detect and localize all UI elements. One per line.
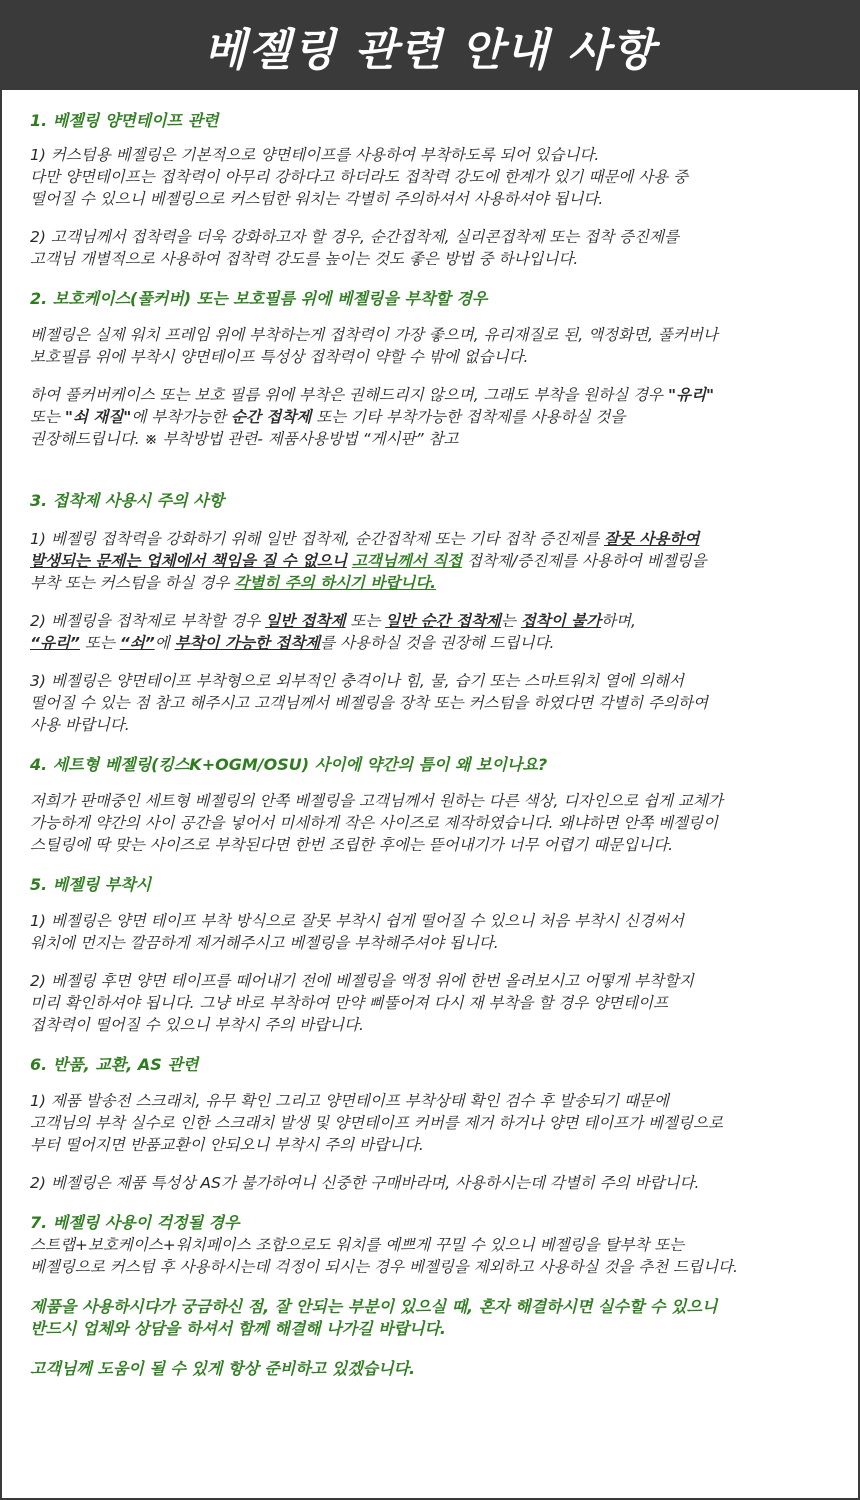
- page-title: 베젤링 관련 안내 사항: [203, 25, 657, 76]
- section-3-para-1: [30, 528, 830, 594]
- header-bar: [2, 2, 858, 90]
- text-line: 베젤링은 실제 워치 프레임 위에 부착하는게 접착력이 가장 좋으며, 유리재질로 된, 액정화면, 풀커버나: [30, 326, 718, 344]
- section-4-para: [30, 790, 830, 856]
- text-line: 1) 베젤링은 양면 테이프 부착 방식으로 잘못 부착시 쉽게 떨어질 수 있으니 처음 부착시 신경써서: [30, 912, 684, 930]
- section-2-para-1: [30, 324, 830, 368]
- notice-content: [2, 90, 858, 1380]
- text-line: 베젤링으로 커스텀 후 사용하시는데 걱정이 되시는 경우 베젤링을 제외하고 사용하실 것을 추천 드립니다.: [30, 1258, 738, 1276]
- text-line: 떨어질 수 있으니 베젤링으로 커스텀한 워치는 각별히 주의하셔서 사용하셔야 됩니다.: [30, 190, 604, 208]
- section-5-para-1: [30, 910, 830, 954]
- closing-line: 제품을 사용하시다가 궁금하신 점, 잘 안되는 부분이 있으실 때, 혼자 해결하시면 실수할 수 있으니: [30, 1297, 718, 1316]
- text-line: 2) 베젤링 후면 양면 테이프를 떼어내기 전에 베젤링을 액정 위에 한번 올려보시고 어떻게 부착할지: [30, 972, 694, 990]
- text-line: 다만 양면테이프는 접착력이 아무리 강하다고 하더라도 접착력 강도에 한계가 있기 때문에 사용 중: [30, 168, 689, 186]
- section-7-para: [30, 1234, 830, 1278]
- text-line: 가능하게 약간의 사이 공간을 넣어서 미세하게 작은 사이즈로 제작하였습니다. 왜냐하면 안쪽 베젤링이: [30, 814, 718, 832]
- closing-line: 고객님께 도움이 될 수 있게 항상 준비하고 있겠습니다.: [30, 1359, 416, 1378]
- text-line: 권장해드립니다. ※ 부착방법 관련- 제품사용방법 “게시판” 참고: [30, 430, 459, 448]
- closing-message: [30, 1296, 830, 1380]
- section-7-title: 7. 베젤링 사용이 걱정될 경우: [30, 1213, 240, 1232]
- text-line: 하여 풀커버케이스 또는 보호 필름 위에 부착은 권해드리지 않으며, 그래도 부착을 원하실 경우 "유리": [30, 386, 715, 404]
- section-4-title: 4. 세트형 베젤링(킹스K+OGM/OSU) 사이에 약간의 틈이 왜 보이나요?: [30, 755, 548, 774]
- text-line: 스틸링에 딱 맞는 사이즈로 부착된다면 한번 조립한 후에는 뜯어내기가 너무 어렵기 때문입니다.: [30, 836, 674, 854]
- section-6-title: 6. 반품, 교환, AS 관련: [30, 1055, 199, 1074]
- text-line: 3) 베젤링은 양면테이프 부착형으로 외부적인 충격이나 힘, 물, 습기 또는 스마트워치 열에 의해서: [30, 672, 684, 690]
- text-line: 발생되는 문제는 업체에서 책임을 질 수 없으니 고객님께서 직접 접착제/증진제를 사용하여 베젤링을: [30, 552, 707, 570]
- section-6-para-1: [30, 1090, 830, 1156]
- section-3-para-3: [30, 670, 830, 736]
- section-5-para-2: [30, 970, 830, 1036]
- text-line: 고객님 개별적으로 사용하여 접착력 강도를 높이는 것도 좋은 방법 중 하나입니다.: [30, 250, 579, 268]
- text-line: 떨어질 수 있는 점 참고 해주시고 고객님께서 베젤링을 장착 또는 커스텀을 하였다면 각별히 주의하여: [30, 694, 708, 712]
- text-line: “유리” 또는 “쇠”에 부착이 가능한 접착제를 사용하실 것을 권장해 드립니다.: [30, 634, 555, 652]
- text-line: 저희가 판매중인 세트형 베젤링의 안쪽 베젤링을 고객님께서 원하는 다른 색상, 디자인으로 쉽게 교체가: [30, 792, 723, 810]
- text-line: 부터 떨어지면 반품교환이 안되오니 부착시 주의 바랍니다.: [30, 1136, 424, 1154]
- text-line: 워치에 먼지는 깔끔하게 제거해주시고 베젤링을 부착해주셔야 됩니다.: [30, 934, 499, 952]
- section-2-para-2: [30, 384, 830, 450]
- section-1-para-2: [30, 226, 830, 270]
- text-line: 또는 "쇠 재질"에 부착가능한 순간 접착제 또는 기타 부착가능한 접착제를 사용하실 것을: [30, 408, 626, 426]
- text-line: 1) 제품 발송전 스크래치, 유무 확인 그리고 양면테이프 부착상태 확인 검수 후 발송되기 때문에: [30, 1092, 669, 1110]
- section-5-title: 5. 베젤링 부착시: [30, 875, 152, 894]
- section-3-para-2: [30, 610, 830, 654]
- text-line: 1) 베젤링 접착력을 강화하기 위해 일반 접착제, 순간접착제 또는 기타 접착 증진제를 잘못 사용하여: [30, 530, 700, 548]
- text-line: 미리 확인하셔야 됩니다. 그냥 바로 부착하여 만약 삐뚤어져 다시 재 부착을 할 경우 양면테이프: [30, 994, 668, 1012]
- text-line: 사용 바랍니다.: [30, 716, 130, 734]
- section-1-para-1: [30, 144, 830, 210]
- text-line: 스트랩+보호케이스+워치페이스 조합으로도 워치를 예쁘게 꾸밀 수 있으니 베젤링을 탈부착 또는: [30, 1236, 685, 1254]
- text-line: 2) 베젤링은 제품 특성상 AS가 불가하여니 신중한 구매바라며, 사용하시는데 각별히 주의 바랍니다.: [30, 1174, 700, 1192]
- text-line: 부착 또는 커스텀을 하실 경우 각별히 주의 하시기 바랍니다.: [30, 574, 437, 592]
- section-1-title: 1. 베젤링 양면테이프 관련: [30, 111, 219, 130]
- text-line: 2) 고객님께서 접착력을 더욱 강화하고자 할 경우, 순간접착제, 실리콘접착제 또는 접착 증진제를: [30, 228, 679, 246]
- text-line: 접착력이 떨어질 수 있으니 부착시 주의 바랍니다.: [30, 1016, 364, 1034]
- section-6-para-2: [30, 1172, 830, 1194]
- text-line: 2) 베젤링을 접착제로 부착할 경우 일반 접착제 또는 일반 순간 접착제는 접착이 불가하며,: [30, 612, 636, 630]
- section-2-title: 2. 보호케이스(풀커버) 또는 보호필름 위에 베젤링을 부착할 경우: [30, 289, 488, 308]
- text-line: 1) 커스텀용 베젤링은 기본적으로 양면테이프를 사용하여 부착하도록 되어 있습니다.: [30, 146, 600, 164]
- text-line: 보호필름 위에 부착시 양면테이프 특성상 접착력이 약할 수 밖에 없습니다.: [30, 348, 529, 366]
- closing-line: 반드시 업체와 상담을 하셔서 함께 해결해 나가길 바랍니다.: [30, 1319, 447, 1338]
- section-3-title: 3. 접착제 사용시 주의 사항: [30, 491, 225, 510]
- text-line: 고객님의 부착 실수로 인한 스크래치 발생 및 양면테이프 커버를 제거 하거나 양면 테이프가 베젤링으로: [30, 1114, 723, 1132]
